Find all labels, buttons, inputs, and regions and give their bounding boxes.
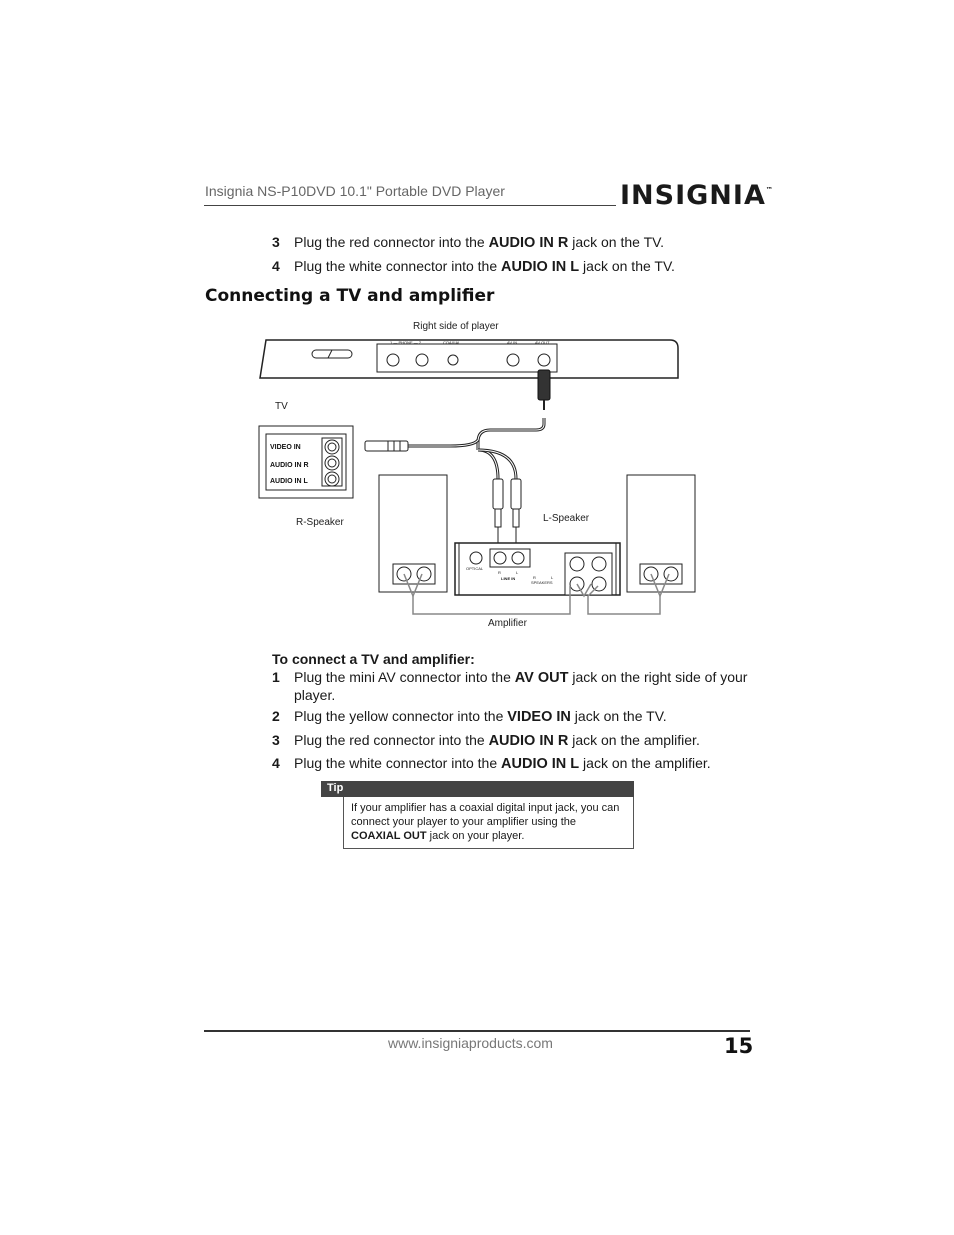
procedure-heading: To connect a TV and amplifier: [272, 651, 475, 667]
svg-text:R: R [533, 575, 536, 580]
svg-text:R: R [498, 570, 501, 575]
page-number: 15 [724, 1034, 754, 1058]
svg-text:OPTICAL: OPTICAL [466, 566, 484, 571]
header-title: Insignia NS-P10DVD 10.1" Portable DVD Player [205, 183, 505, 199]
phone-2-jack [416, 354, 428, 366]
tv-label: TV [275, 401, 288, 412]
video-plug [365, 441, 408, 451]
tip-body: If your amplifier has a coaxial digital input jack, you can connect your player to your amplifier using the COAXIAL OUT jack on your player. [343, 797, 634, 849]
mini-av-plug [538, 370, 550, 400]
header-rule [204, 205, 616, 206]
svg-text:1 — PHONE — 2: 1 — PHONE — 2 [390, 340, 422, 345]
svg-text:AUDIO IN R: AUDIO IN R [270, 462, 309, 469]
svg-text:AV IN: AV IN [507, 340, 518, 345]
coaxial-jack [448, 355, 458, 365]
svg-text:LINE IN: LINE IN [501, 576, 516, 581]
svg-text:L: L [551, 575, 554, 580]
connection-diagram [250, 314, 700, 634]
av-in-jack [507, 354, 519, 366]
tip-label: Tip [321, 781, 634, 797]
red-plug [493, 479, 503, 509]
svg-text:VIDEO IN: VIDEO IN [270, 444, 301, 451]
amplifier-label: Amplifier [488, 618, 527, 629]
svg-text:AUDIO IN L: AUDIO IN L [270, 478, 308, 485]
tip-box [321, 781, 634, 849]
r-speaker-label: R-Speaker [296, 517, 344, 528]
optical-jack [470, 552, 482, 564]
svg-text:AV OUT: AV OUT [535, 340, 550, 345]
amp-line-in-l-jack [512, 552, 524, 564]
footer-rule [204, 1030, 750, 1032]
player-port-panel [377, 344, 557, 372]
av-out-jack [538, 354, 550, 366]
player-label: Right side of player [413, 321, 499, 332]
phone-1-jack [387, 354, 399, 366]
svg-text:COAXIAL: COAXIAL [443, 340, 461, 345]
amp-line-in-r-jack [494, 552, 506, 564]
l-speaker-label: L-Speaker [543, 513, 590, 524]
footer-url: www.insigniaproducts.com [388, 1035, 553, 1051]
section-heading: Connecting a TV and amplifier [205, 286, 495, 306]
insignia-logo: INSIGNIA™ [620, 180, 773, 211]
player-slot [312, 350, 352, 358]
svg-text:L: L [516, 570, 519, 575]
white-plug [511, 479, 521, 509]
svg-text:SPEAKERS: SPEAKERS [531, 580, 553, 585]
